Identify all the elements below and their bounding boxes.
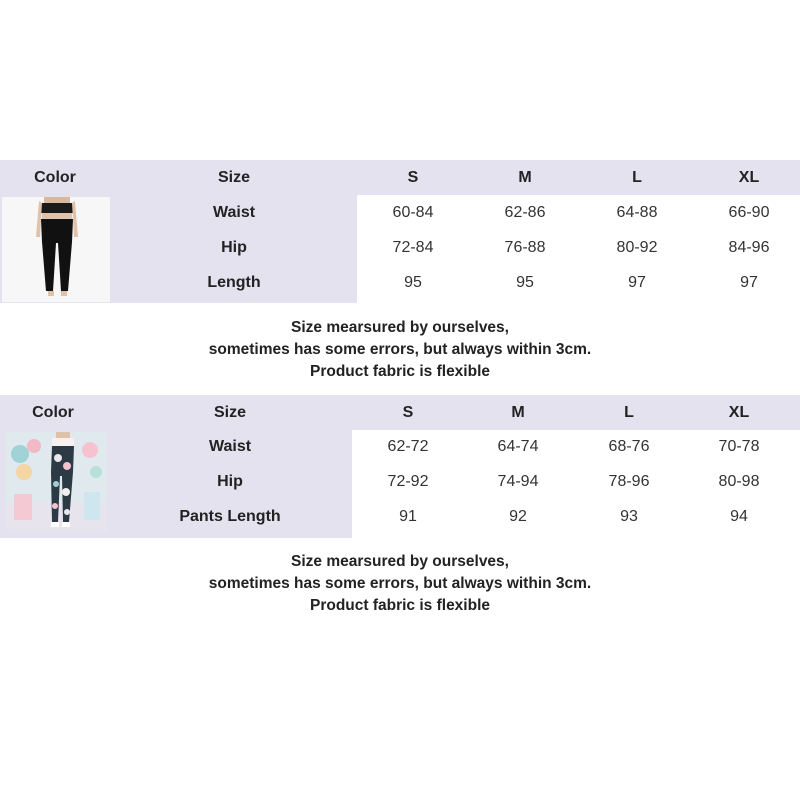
cell-waist-xl: 66-90 [728, 204, 770, 221]
row-label-length: Length [207, 274, 261, 291]
cell-length-xl: 94 [730, 508, 748, 525]
size-xl-header: XL [738, 169, 760, 186]
cell-length-m: 95 [516, 274, 534, 291]
cell-length-m: 92 [509, 508, 527, 525]
color-header: Color [32, 404, 74, 421]
cell-hip-xl: 84-96 [728, 239, 770, 256]
cell-length-s: 95 [404, 274, 422, 291]
note-line: Product fabric is flexible [309, 363, 491, 380]
cell-waist-s: 60-84 [392, 204, 434, 221]
size-s-header: S [407, 169, 419, 186]
cell-hip-s: 72-92 [387, 473, 429, 490]
cell-length-l: 93 [620, 508, 638, 525]
size-xl-header: XL [728, 404, 750, 421]
size-l-header: L [624, 404, 634, 421]
cell-length-l: 97 [628, 274, 646, 291]
cell-length-xl: 97 [740, 274, 758, 291]
size-m-header: M [511, 404, 525, 421]
row-label-waist: Waist [212, 204, 256, 221]
cell-length-s: 91 [399, 508, 417, 525]
cell-hip-l: 78-96 [608, 473, 650, 490]
header-band [0, 395, 800, 430]
row-label-pants-length: Pants Length [179, 508, 281, 525]
size-chart-2 [0, 395, 800, 538]
note-line: sometimes has some errors, but always within 3cm. [208, 341, 592, 358]
size-header: Size [213, 404, 247, 421]
cell-hip-m: 74-94 [497, 473, 539, 490]
cell-waist-m: 64-74 [497, 438, 539, 455]
size-s-header: S [402, 404, 414, 421]
size-chart-1 [0, 160, 800, 303]
cell-waist-m: 62-86 [504, 204, 546, 221]
measurement-note-1 [0, 317, 800, 383]
note-line: Size mearsured by ourselves, [291, 319, 509, 336]
color-header: Color [34, 169, 76, 186]
cell-hip-xl: 80-98 [718, 473, 760, 490]
row-label-hip: Hip [221, 239, 247, 256]
size-header: Size [217, 169, 251, 186]
cell-waist-l: 68-76 [608, 438, 650, 455]
floral-leggings-photo [6, 432, 107, 531]
measurement-note-2 [0, 551, 800, 617]
note-line: Product fabric is flexible [309, 597, 491, 614]
header-band [0, 160, 800, 195]
size-l-header: L [632, 169, 642, 186]
note-line: Size mearsured by ourselves, [291, 553, 509, 570]
cell-waist-s: 62-72 [387, 438, 429, 455]
cell-hip-l: 80-92 [616, 239, 658, 256]
note-line: sometimes has some errors, but always within 3cm. [208, 575, 592, 592]
cell-waist-l: 64-88 [616, 204, 658, 221]
row-label-waist: Waist [208, 438, 252, 455]
cell-waist-xl: 70-78 [718, 438, 760, 455]
cell-hip-s: 72-84 [392, 239, 434, 256]
row-label-hip: Hip [217, 473, 243, 490]
size-m-header: M [518, 169, 532, 186]
cell-hip-m: 76-88 [504, 239, 546, 256]
black-leggings-photo [2, 197, 110, 302]
